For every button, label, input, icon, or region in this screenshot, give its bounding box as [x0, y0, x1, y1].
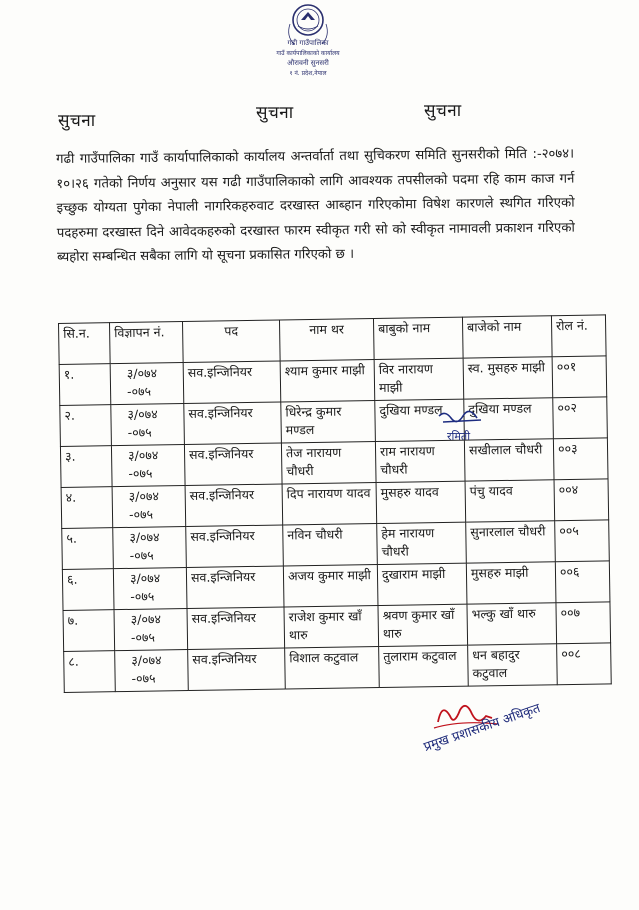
header-grandfather-name: बाजेको नाम: [462, 316, 552, 358]
table-row: [64, 643, 612, 693]
cell-name: अजय कुमार माझी: [283, 565, 378, 607]
cell-roll-no: ००६: [555, 561, 610, 603]
cell-father-name: श्रवण कुमार खाँ थारु: [378, 604, 468, 646]
cell-serial: ७.: [63, 610, 115, 652]
cell-name: नविन चौधरी: [283, 524, 378, 566]
cell-serial: ५.: [62, 528, 114, 570]
cell-advert-no: ३/०७४ -०७५: [112, 486, 186, 528]
cell-post: सव.इन्जिनियर: [188, 648, 286, 691]
cell-post: सव.इन्जिनियर: [186, 525, 284, 568]
cell-name: तेज नारायण चौधरी: [281, 442, 376, 484]
cell-father-name: मुसहरु यादव: [376, 481, 466, 523]
cell-father-name: दुखिया मण्डल: [375, 399, 465, 441]
cell-roll-no: ००८: [557, 643, 612, 685]
cell-serial: २.: [60, 405, 112, 447]
header-father-name: बाबुको नाम: [373, 317, 463, 359]
seal-line-2: गाउँ कार्यपालिकाको कार्यालय: [276, 50, 340, 57]
cell-roll-no: ००४: [554, 479, 609, 521]
cell-serial: ३.: [60, 446, 112, 488]
office-seal-stamp: [268, 2, 348, 82]
cell-roll-no: ००३: [553, 438, 608, 480]
cell-grandfather-name: धन बहादुर कटुवाल: [468, 644, 558, 686]
cell-grandfather-name: सखीलाल चौधरी: [464, 439, 554, 481]
cell-roll-no: ००१: [552, 356, 607, 398]
header-advert-no: विज्ञापन नं.: [110, 322, 184, 364]
cell-roll-no: ००७: [556, 602, 611, 644]
cell-roll-no: ००५: [555, 520, 610, 562]
notice-heading-3: सुचना: [424, 101, 462, 121]
notice-body: गढी गाउँपालिका गाउँ कार्यापालिकाको कार्यालय अन्तर्वार्ता तथा सुचिकरण समिति सुनसरीको मिति :-२०७४।१०।२६ गतेको निर्णय अनुसार यस गढी गाउँपालिकाको लागि आवश्यक तपसीलको पदमा रहि काम काज गर्न इच्छुक योग्यता पुगेका नेपाली नागरिकहरुवाट दरखास्त आब्हान गरिएकोमा विषेश कारणले स्थगित गरिएको पदहरुमा दरखास्त दिने आवेदकहरुको दरखास्त फारम स्वीकृत गरी सो को स्वीकृत नामावली प्रकाशन गरिएको ब्यहोरा सम्बन्धित सबैका लागि यो सूचना प्रकासित गरिएको छ ।: [56, 146, 575, 265]
cell-roll-no: ००२: [553, 397, 608, 439]
seal-line-1: गढी गाउँपालिका: [287, 39, 329, 47]
cell-father-name: तुलाराम कटुवाल: [379, 645, 469, 687]
cell-father-name: विर नारायण माझी: [374, 358, 464, 400]
notice-heading-1: सुचना: [58, 111, 96, 131]
cell-grandfather-name: सुनारलाल चौधरी: [466, 521, 556, 563]
cell-post: सव.इन्जिनियर: [184, 402, 282, 445]
cell-father-name: दुखाराम माझी: [377, 563, 467, 605]
header-roll-no: रोल नं.: [551, 315, 606, 357]
signature-title: प्रमुख प्रशासकीय अधिकृत: [421, 701, 543, 756]
cell-father-name: राम नारायण चौधरी: [375, 440, 465, 482]
cell-grandfather-name: पंचु यादव: [465, 480, 555, 522]
cell-grandfather-name: मुसहरु माझी: [466, 562, 556, 604]
cell-serial: ६.: [62, 569, 114, 611]
cell-advert-no: ३/०७४ -०७५: [111, 445, 185, 487]
cell-name: धिरेन्द्र कुमार मण्डल: [281, 401, 376, 443]
seal-line-3: औरावनी सुनसरी: [287, 59, 329, 67]
cell-name: दिप नारायण यादव: [282, 483, 377, 525]
handwritten-correction: [437, 410, 487, 444]
cell-post: सव.इन्जिनियर: [185, 484, 283, 527]
seal-line-4: १ नं. प्रदेश,नेपाल: [289, 70, 327, 77]
cell-post: सव.इन्जिनियर: [186, 566, 284, 609]
cell-post: सव.इन्जिनियर: [187, 607, 285, 650]
cell-advert-no: ३/०७४ -०७५: [115, 650, 189, 692]
cell-name: राजेश कुमार खाँ थारु: [284, 606, 379, 648]
cell-name: विशाल कटुवाल: [285, 647, 380, 689]
header-post: पद: [182, 320, 280, 363]
cell-advert-no: ३/०७४ -०७५: [110, 363, 184, 405]
cell-grandfather-name: भल्कु खाँ थारु: [467, 603, 557, 645]
cell-serial: ८.: [64, 651, 116, 693]
cell-serial: १.: [59, 364, 111, 406]
cell-advert-no: ३/०७४ -०७५: [111, 404, 185, 446]
cell-name: श्याम कुमार माझी: [280, 360, 375, 402]
cell-grandfather-name: दुखिया मण्डल: [464, 398, 554, 440]
cell-advert-no: ३/०७४ -०७५: [113, 527, 187, 569]
applicant-table: [58, 314, 612, 693]
correction-text: रमिती: [447, 430, 471, 443]
cell-advert-no: ३/०७४ -०७५: [114, 609, 188, 651]
cell-grandfather-name: स्व. मुसहरु माझी: [463, 357, 553, 399]
notice-heading-2: सुचना: [256, 103, 294, 123]
cell-serial: ४.: [61, 487, 113, 529]
cell-father-name: हेम नारायण चौधरी: [377, 522, 467, 564]
cell-post: सव.इन्जिनियर: [184, 443, 282, 486]
cell-post: सव.इन्जिनियर: [183, 361, 281, 404]
header-serial: सि.न.: [59, 323, 111, 365]
cell-advert-no: ३/०७४ -०७५: [113, 568, 187, 610]
header-name: नाम थर: [279, 319, 374, 361]
